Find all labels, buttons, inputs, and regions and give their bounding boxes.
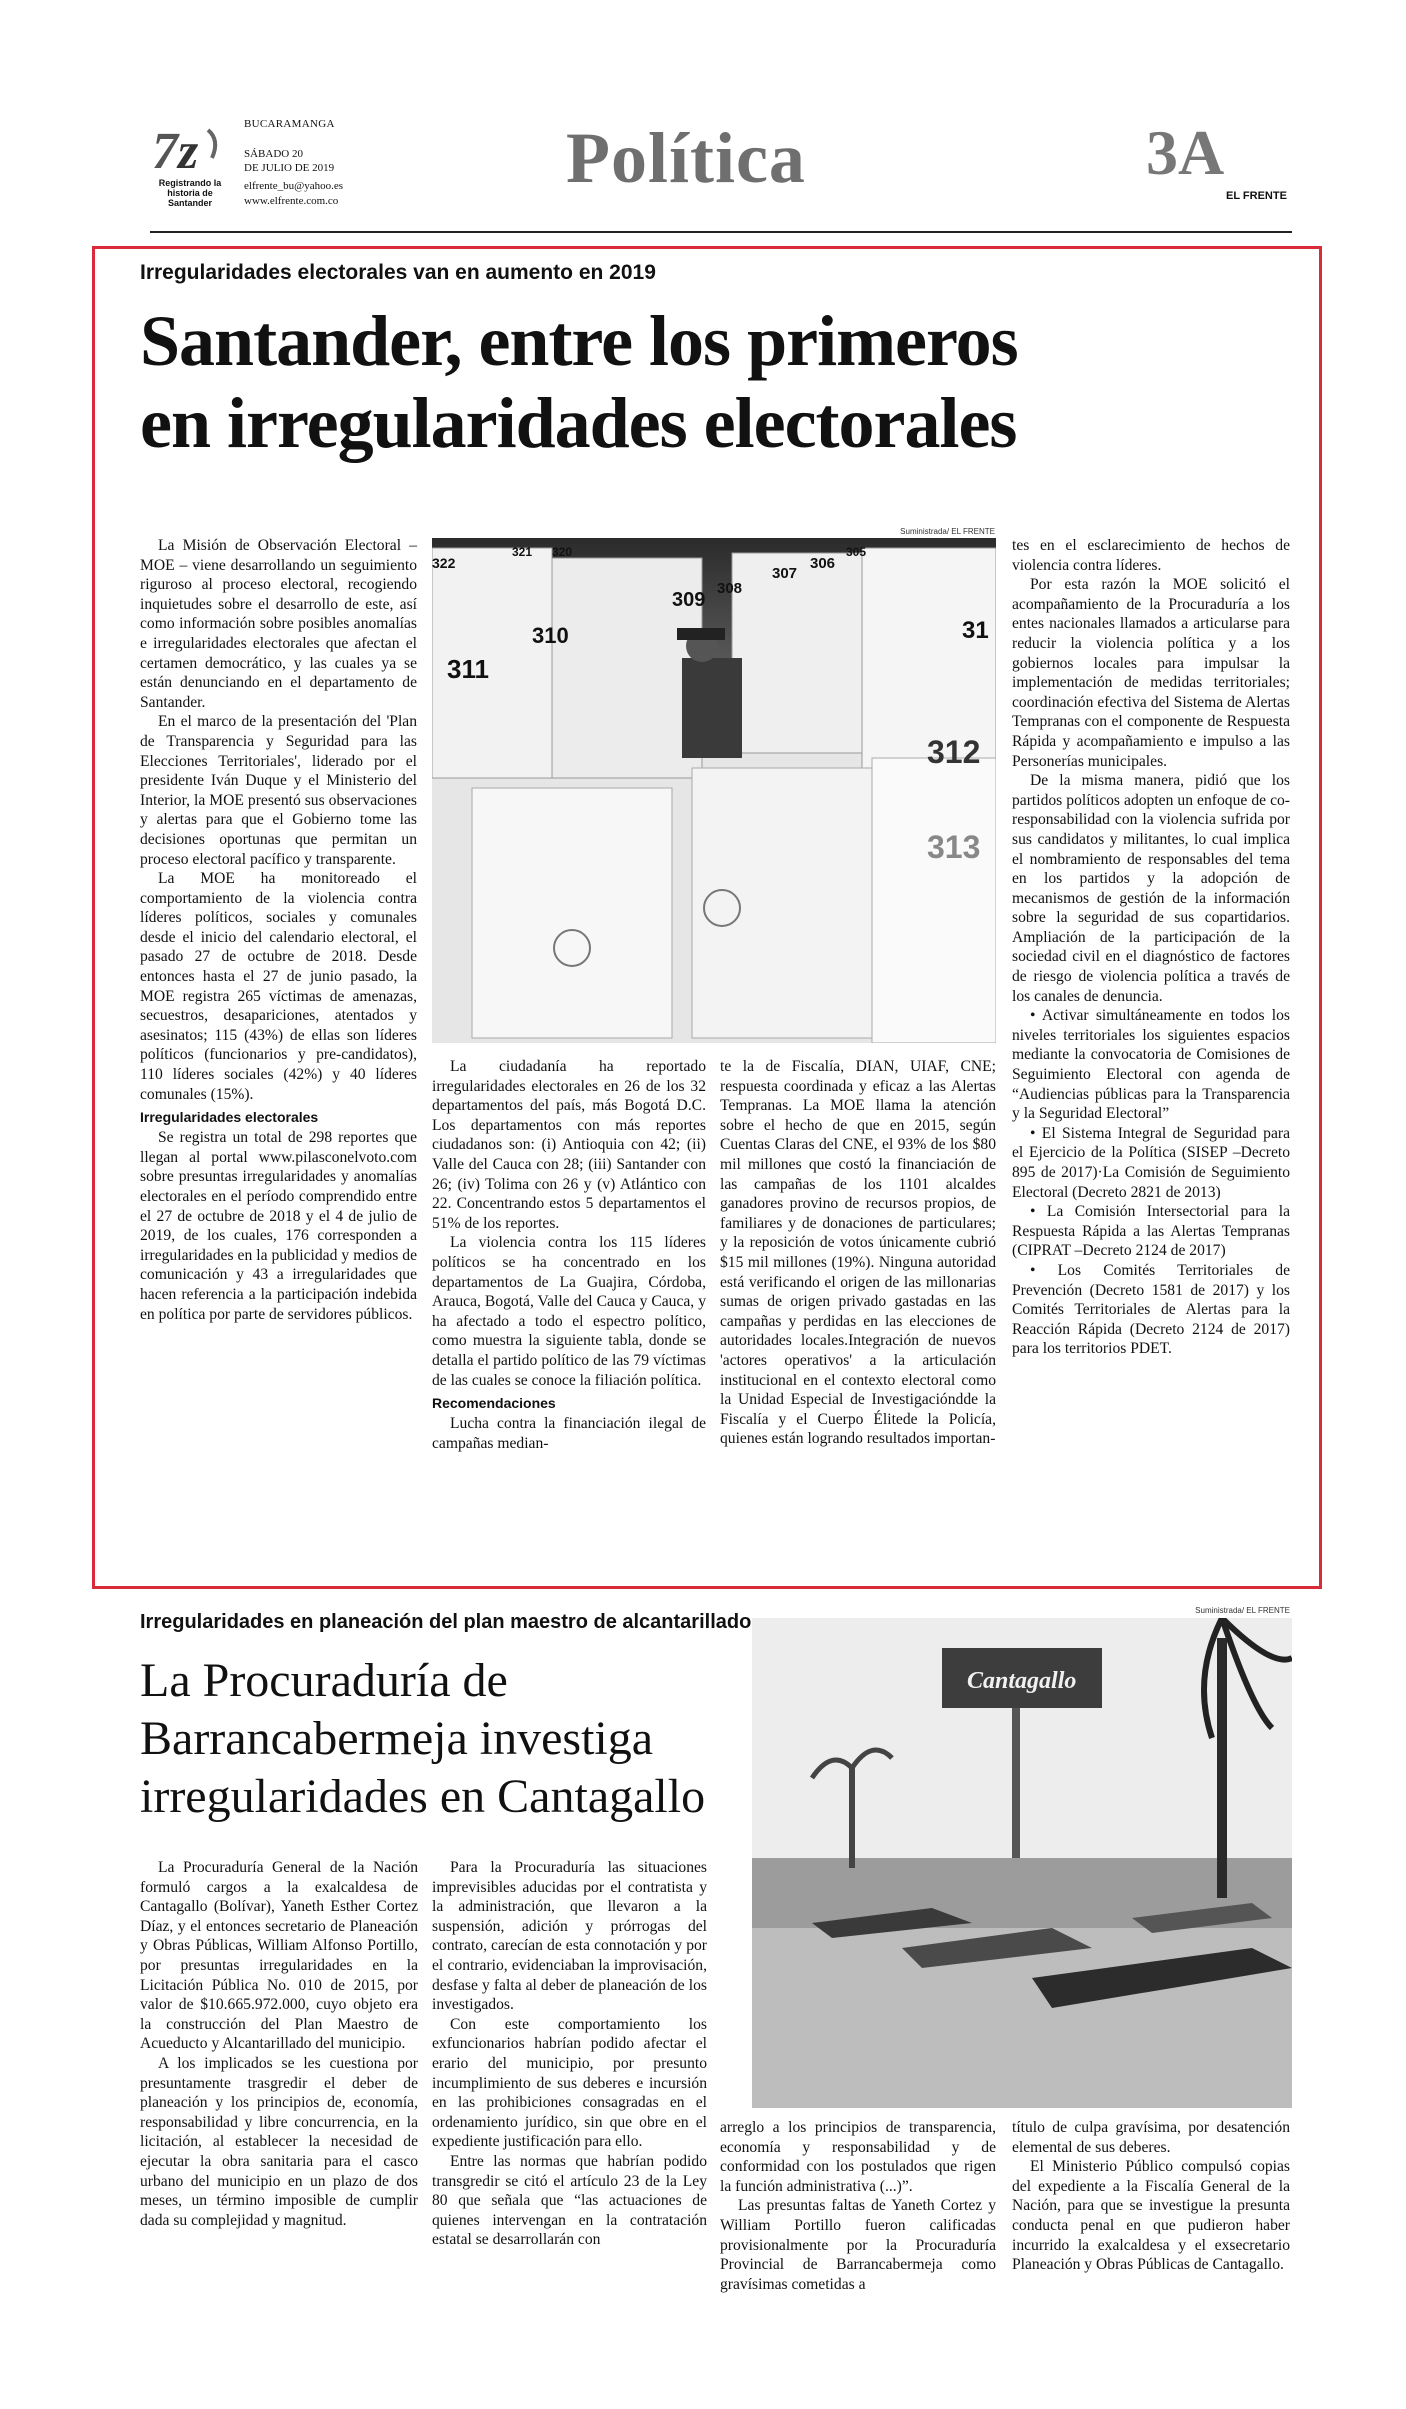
article-2-headline-line3: irregularidades en Cantagallo [140,1770,706,1823]
article-2-paragraph: Con este comportamiento los exfuncionarios habrían podido afectar el erario del municipio, por presunto incumplimiento de sus deberes e incursión en las prohibiciones consagradas en el ordenamiento jurídico, sin que obre en el expediente justificación para ello. [432,2015,707,2151]
article-1-bullet: • Los Comités Territoriales de Prevención (Decreto 1581 de 2017) y los Comités Territoriales de Alertas para la Reacción Rápida (Decreto 2124 de 2017) para los territorios PDET. [1012,1261,1290,1358]
photo-number-309: 309 [672,589,706,611]
article-1-bullet: • Activar simultáneamente en todos los niveles territoriales los siguientes espacios mediante la convocatoria de Comisiones de Seguimiento Electoral con agenda de “Audiencias públicas para la Transparencia y la Seguridad Electoral” [1012,1007,1290,1123]
photo-number-322: 322 [432,555,456,571]
article-1-paragraph: te la de Fiscalía, DIAN, UIAF, CNE; respuesta coordinada y eficaz a las Alertas Tempranas. La MOE llama la atención sobre el hecho de que en 2015, según Cuentas Claras del CNE, el 93% de los $80 mil millones que costó la financiación de las campañas de los 1101 alcaldes ganadores provino de recursos propios, de familiares y de donaciones de particulares; y la reposición de votos únicamente cubrió $15 mil millones (19%). Ninguna autoridad está verificando el origen de las millonarias sumas de origen privado gastadas en las campañas y perdidas en las elecciones de autoridades locales.Integración de nuevos 'actores operativos' a la articulación institucional en el contexto electoral como la Unidad Especial de Investigacióndde la Fiscalía y el Cuerpo Élitede la Policía, quienes están logrando resultados importan- [720,1058,996,1448]
newspaper-logo [150,120,230,210]
article-1-bullet: • El Sistema Integral de Seguridad para el Ejercicio de la Política (SISEP –Decreto 895 de 2017)·La Comisión de Seguimiento Electoral (Decreto 2821 de 2013) [1012,1124,1290,1201]
article-2-paragraph: A los implicados se les cuestiona por presuntamente trasgredir el deber de planeación y los principios de, economía, responsabilidad y libre concurrencia, en la licitación, al establecer la necesidad de ejecutar la obra sanitaria para el casco urbano del municipio en un plazo de dos meses, un término imposible de cumplir dada su complejidad y magnitud. [140,2054,418,2229]
photo-number-310: 310 [532,623,569,648]
article-2-paragraph: arreglo a los principios de transparencia, economía y responsabilidad y de conformidad con los postulados que rigen la función administrativa (...)”. [720,2119,996,2195]
section-title: Política [566,118,806,198]
page-number: 3A [1146,117,1225,188]
article-2-paragraph: Para la Procuraduría las situaciones imprevisibles aducidas por el contratista y la administración, que llevaron a la suspensión, adición y prórrogas del contrato, carecían de esta connotación y por el contrario, evidenciaban la improvisación, desfase y falta al deber de planeación de los investigados. [432,1859,707,2014]
article-2-paragraph: El Ministerio Público compulsó copias del expediente a la Fiscalía General de la Nación, para que se investigue la presunta conducta penal en que pudieron haber incurrido la exalcaldesa y el exsecretario Planeación y Obras Públicas de Cantagallo. [1012,2158,1290,2274]
photo-number-312: 312 [927,734,981,770]
article-2-paragraph: Las presuntas faltas de Yaneth Cortez y William Portillo fueron calificadas provisionalmente por la Procuraduría Provincial de Barrancabermeja como gravísimas cometidas a [720,2197,996,2293]
article-2-photo [752,1618,1292,2108]
cantagallo-river-image [752,1618,1292,2108]
article-1-bullet: • La Comisión Intersectorial para la Respuesta Rápida a las Alertas Tempranas (CIPRAT –Decreto 2124 de 2017) [1012,1203,1290,1260]
article-1-headline-line2: en irregularidades electorales [140,383,1017,463]
photo-number-320: 320 [552,545,573,559]
article-2-headline-line1: La Procuraduría de [140,1654,508,1707]
masthead [0,0,1406,250]
article-1-subhead-irregularidades: Irregularidades electorales [140,1109,319,1126]
article-2-paragraph: Entre las normas que habrían podido transgredir se citó el artículo 23 de la Ley 80 que señala que “las actuaciones de quienes intervengan en la contratación estatal se desarrollarán con [432,2152,707,2249]
article-1-headline-line1: Santander, entre los primeros [140,301,1018,381]
article-2-kicker: Irregularidades en planeación del plan maestro de alcantarillado [140,1611,752,1633]
article-2-column-1 [140,1858,418,2230]
article-1-paragraph: La ciudadanía ha reportado irregularidades electorales en 26 de los 32 departamentos del país, más Bogotá D.C. Los departamentos con más reportes ciudadanos son: (i) Antioquia con 42; (ii) Valle del Cauca con 28; (iii) Santander con 26; (iv) Tolima con 26 y (v) Atlántico con 22. Concentrando estos 5 departamentos el 51% de los reportes. [432,1058,706,1232]
article-1-column-2 [432,1057,706,1453]
article-2-column-4 [1012,2118,1290,2275]
article-1-paragraph: Se registra un total de 298 reportes que llegan al portal www.pilasconelvoto.com sobre presuntas irregularidades y anomalías electorales en el período comprendido entre el 27 de octubre de 2018 y el 4 de julio de 2019, de los cuales, 176 corresponden a irregularidades en la publicidad y medios de comunicación y 43 a irregularidades que hacen referencia a la participación indebida en política por parte de servidores públicos. [140,1129,417,1323]
masthead-date-1: SÁBADO 20 [244,148,303,160]
photo-number-313: 313 [927,829,981,865]
article-2-headline-line2: Barrancabermeja investiga [140,1712,654,1765]
masthead-date-2: DE JULIO DE 2019 [244,162,335,174]
article-1-paragraph: Por esta razón la MOE solicitó el acompañamiento de la Procuraduría a los entes nacionales llamados a articularse para reducir la violencia política y a los gobiernos locales para impulsar la implementación de medidas territoriales; coordinación efectiva del Sistema de Alertas Tempranas con el componente de Respuesta Rápida y acompañamiento e impulso a las Personerías municipales. [1012,576,1290,770]
article-2-column-2 [432,1858,707,2250]
photo-number-308: 308 [717,580,743,597]
photo-number-311: 311 [447,654,489,684]
masthead-rule [150,231,1292,233]
photo-number-305: 305 [846,545,867,559]
logo-tagline: Registrando la historia de Santander [158,178,222,208]
article-1-paragraph: La violencia contra los 115 líderes políticos se ha concentrado en los departamentos de La Guajira, Córdoba, Arauca, Bogotá, Valle del Cauca y Cauca, y ha afectado a todo el espectro político, como muestra la siguiente tabla, donde se detalla el partido político de las 79 víctimas de las cuales se conoce la filiación política. [432,1234,706,1389]
article-1-photo [432,538,996,1043]
article-1-kicker: Irregularidades electorales van en aumento en 2019 [140,261,656,284]
article-1-column-1 [140,536,417,1324]
article-2-column-3 [720,2118,996,2294]
masthead-website[interactable]: www.elfrente.com.co [244,195,339,207]
article-1-paragraph: En el marco de la presentación del 'Plan de Transparencia y Seguridad para las Elecciones Territoriales', liderado por el presidente Iván Duque y el Ministerio del Interior, la MOE presentó sus observaciones y alertas para que el Gobierno tome las decisiones oportunas que permitan un proceso electoral pacífico y transparente. [140,713,417,868]
article-1-bullet-list [1012,1006,1290,1359]
photo-number-321: 321 [512,545,533,559]
article-2-paragraph: La Procuraduría General de la Nación formuló cargos a la exalcaldesa de Cantagallo (Bolívar), Yaneth Esther Cortez Díaz, y el entonces secretario de Planeación y Obras Públicas, William Alfonso Portillo, por presuntas irregularidades en la Licitación Pública No. 010 de 2015, por valor de $10.665.972.000, cuyo objeto era la construcción del Plan Maestro de Acueducto y Alcantarillado del municipio. [140,1859,418,2053]
billboard-text: Cantagallo [967,1668,1077,1694]
article-2-headline [140,1652,740,1826]
svg-text:z: z [178,123,199,180]
article-1-subhead-recomendaciones: Recomendaciones [432,1395,556,1412]
article-1-paragraph: La MOE ha monitoreado el comportamiento de la violencia contra líderes políticos, sociales y comunales desde el inicio del calendario electoral, el pasado 27 de octubre de 2018. Desde entonces hasta el 27 de junio pasado, la MOE registra 265 víctimas de amenazas, secuestros, desapariciones, atentados y asesinatos; 115 (43%) de ellas son líderes políticos (funcionarios y pre-candidatos), 110 líderes sociales (42%) y 40 líderes comunales (15%). [140,870,417,1103]
article-1-paragraph: De la misma manera, pidió que los partidos políticos adopten un enfoque de co-responsabilidad con la violencia sufrida por sus candidatos y militantes, lo cual implica el nombramiento de responsables del tema en los partidos y la adopción de mecanismos de gestión de la información sobre la seguridad de sus copartidarios. Ampliación de la participación de la sociedad civil en el diagnóstico de factores de riesgo de violencia política a través de los canales de denuncia. [1012,772,1290,1005]
article-1-paragraph: La Misión de Observación Electoral – MOE – viene desarrollando un seguimiento riguroso al proceso electoral, recogiendo inquietudes sobre el desarrollo de este, así como información sobre posibles anomalías e irregularidades electorales que afectan el certamen democrático, y las cuales ya se están denunciando en el departamento de Santander. [140,537,417,711]
photo-number-31: 31 [962,617,989,644]
article-1-paragraph: Lucha contra la financiación ilegal de campañas median- [432,1415,706,1452]
photo-number-307: 307 [772,565,798,582]
svg-text:7: 7 [152,123,178,180]
article-1-column-3 [720,1057,996,1449]
article-1-paragraph: tes en el esclarecimiento de hechos de violencia contra líderes. [1012,537,1290,574]
article-1-column-4 [1012,536,1290,1359]
voting-booths-image [432,538,996,1043]
paper-name: EL FRENTE [1226,190,1287,202]
article-2-photo-credit: Suministrada/ EL FRENTE [1195,1606,1290,1615]
photo-number-306: 306 [810,555,836,572]
article-1-photo-credit: Suministrada/ EL FRENTE [900,527,995,536]
masthead-email[interactable]: elfrente_bu@yahoo.es [244,180,344,192]
masthead-city: BUCARAMANGA [244,118,335,130]
article-1-headline [140,300,1300,464]
article-2-paragraph: título de culpa gravísima, por desatención elemental de sus deberes. [1012,2119,1290,2156]
